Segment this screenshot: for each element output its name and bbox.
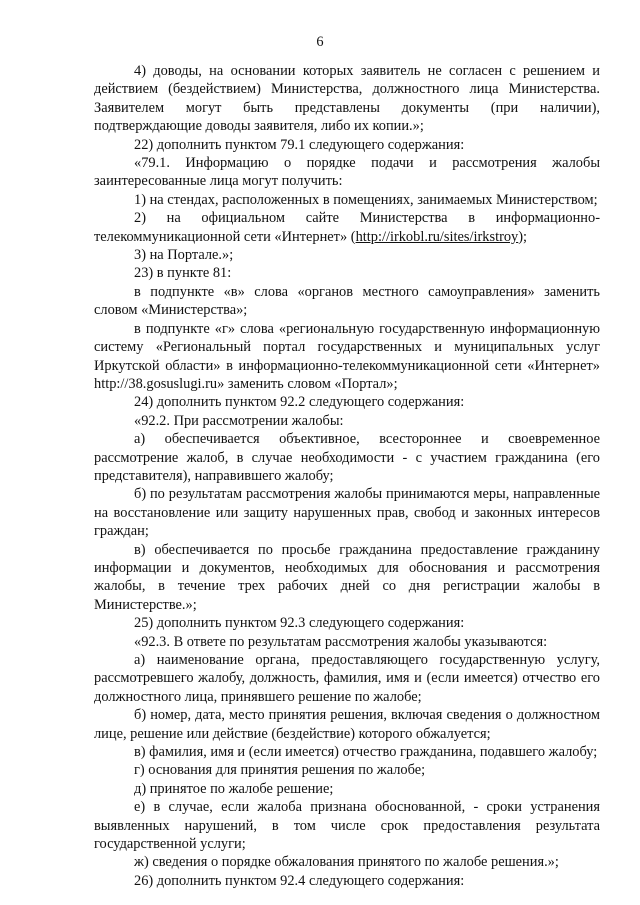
website-text: 2) на официальном сайте Министерства в информационно-телекоммуникационной сети «Интернет» ( (94, 210, 600, 245)
paragraph-92-3-a: а) наименование органа, предоставляющего государственную услугу, рассмотревшего жалобу, должность, фамилия, имя и (если имеется) отчество его должностного лица, принявшего решение по жалобе; (94, 652, 600, 705)
paragraph-92-3-intro: «92.3. В ответе по результатам рассмотрения жалобы указываются: (134, 633, 548, 650)
paragraph-item-23: 23) в пункте 81: (134, 265, 232, 282)
paragraph-92-2-a: а) обеспечивается объективное, всестороннее и своевременное рассмотрение жалоб, в случае необходимости - с участием гражданина (его представителя), направившего жалобу; (94, 431, 600, 484)
paragraph-item-25: 25) дополнить пунктом 92.3 следующего содержания: (134, 615, 465, 632)
paragraph-item-4-arguments: 4) доводы, на основании которых заявитель не согласен с решением и действием (бездействием) Министерства, должностного лица Министерства. Заявителем могут быть представлены документы (при наличии), подтверждающие доводы заявителя, либо их копии.»; (94, 63, 600, 135)
paragraph-item-22: 22) дополнить пунктом 79.1 следующего содержания: (134, 136, 465, 153)
paragraph-subitem-v: в подпункте «в» слова «органов местного самоуправления» заменить словом «Министерства»; (94, 283, 600, 319)
paragraph-79-1-portal: 3) на Портале.»; (134, 247, 234, 264)
paragraph-92-2-v: в) обеспечивается по просьбе гражданина предоставление гражданину информации и документов, необходимых для обоснования и рассмотрения жалобы, в течение трех рабочих дней со дня регистрации жалобы в Министерстве.»; (94, 541, 600, 613)
paragraph-79-1-website (94, 209, 600, 246)
paragraph-92-2-b: б) по результатам рассмотрения жалобы принимаются меры, направленные на восстановление или защиту нарушенных прав, свобод и законных интересов граждан; (94, 486, 600, 540)
website-text-suffix: ); (518, 228, 528, 245)
paragraph-item-24: 24) дополнить пунктом 92.2 следующего содержания: (134, 394, 465, 411)
paragraph-92-3-g: г) основания для принятия решения по жалобе; (134, 762, 426, 779)
paragraph-79-1-intro: «79.1. Информацию о порядке подачи и рассмотрения жалобы заинтересованные лица могут получить: (94, 155, 600, 190)
paragraph-92-3-v: в) фамилия, имя и (если имеется) отчество гражданина, подавшего жалобу; (134, 744, 598, 761)
paragraph-subitem-g: в подпункте «г» слова «региональную государственную информационную систему «Региональный портал государственных и муниципальных услуг Иркутской области» в информационно-телекоммуникационной сети «Интернет» http://38.gosuslugi.ru» заменить словом «Портал»; (94, 320, 600, 392)
paragraph-92-3-zh: ж) сведения о порядке обжалования принятого по жалобе решения.»; (134, 854, 559, 871)
paragraph-item-26: 26) дополнить пунктом 92.4 следующего содержания: (134, 872, 465, 889)
page-number: 6 (316, 34, 324, 50)
paragraph-92-3-e: е) в случае, если жалоба признана обоснованной, - сроки устранения выявленных нарушений, в том числе срок предоставления результата государственной услуги; (94, 799, 600, 853)
paragraph-92-3-b: б) номер, дата, место принятия решения, включая сведения о должностном лице, решение или действие (бездействие) которого обжалуется; (94, 707, 600, 742)
paragraph-92-2-intro: «92.2. При рассмотрении жалобы: (134, 412, 344, 429)
ministry-site-link[interactable]: http://irkobl.ru/sites/irkstroy (355, 228, 519, 245)
document-body (94, 62, 600, 890)
paragraph-79-1-stands: 1) на стендах, расположенных в помещениях, занимаемых Министерством; (134, 191, 598, 208)
paragraph-92-3-d: д) принятое по жалобе решение; (134, 780, 334, 797)
